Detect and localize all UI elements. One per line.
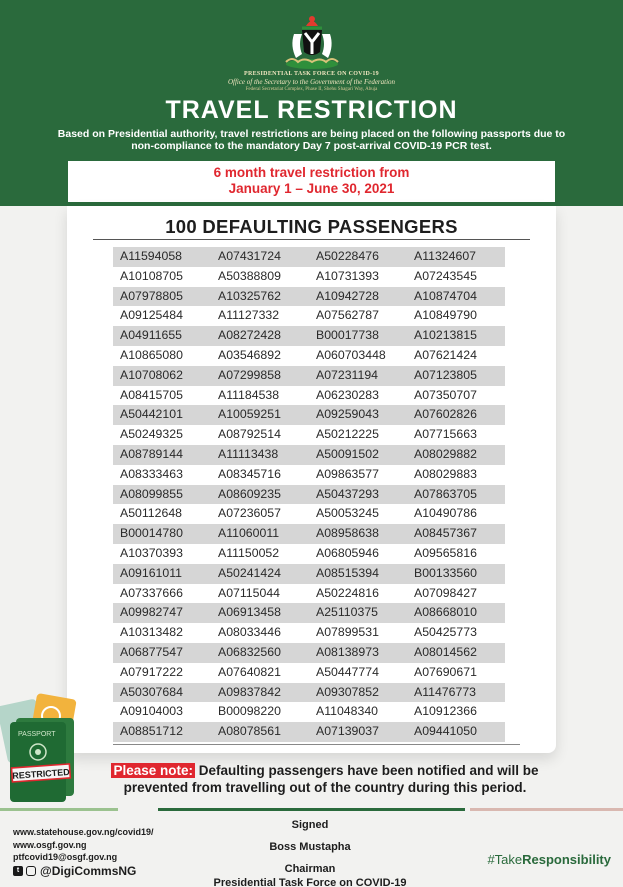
passport-number-cell: A07690671: [414, 664, 477, 679]
passport-number-cell: A09161011: [120, 565, 183, 580]
instagram-icon: [26, 866, 36, 876]
link-statehouse[interactable]: www.statehouse.gov.ng/covid19/: [13, 827, 154, 837]
passport-number-cell: A50112648: [120, 506, 183, 521]
passport-number-cell: A50425773: [414, 625, 477, 640]
passport-number-cell: A11150052: [218, 545, 280, 560]
passport-number-cell: A07299858: [218, 367, 281, 382]
table-row: [113, 465, 505, 485]
passport-number-cell: A10213815: [414, 328, 477, 343]
passport-number-cell: A08272428: [218, 328, 281, 343]
table-row: [113, 366, 505, 386]
passport-number-cell: A09125484: [120, 308, 183, 323]
passport-number-cell: A06805946: [316, 545, 379, 560]
passport-number-cell: A50091502: [316, 446, 379, 461]
restriction-period-line1: 6 month travel restriction from: [213, 165, 410, 180]
passport-number-cell: A10731393: [316, 268, 379, 283]
list-heading: 100 DEFAULTING PASSENGERS: [165, 216, 458, 237]
passport-number-cell: A50053245: [316, 506, 379, 521]
passport-number-cell: A08345716: [218, 466, 281, 481]
office-address-line: Federal Secretariat Complex, Phase II, Shehu Shagari Way, Abuja: [245, 87, 378, 92]
passport-number-cell: A25110375: [316, 605, 379, 620]
passport-number-cell: A06877547: [120, 644, 183, 659]
signed-label: Signed: [291, 819, 329, 831]
passport-number-cell: A09982747: [120, 605, 183, 620]
table-row: [113, 663, 505, 683]
table-row: [113, 584, 505, 604]
restriction-period-line2: January 1 – June 30, 2021: [228, 181, 395, 196]
table-row: [113, 247, 505, 267]
passport-number-cell: A11184538: [218, 387, 280, 402]
table-row: [113, 623, 505, 643]
passport-number-cell: A07123805: [414, 367, 477, 382]
table-row: [113, 425, 505, 445]
passport-number-cell: A10490786: [414, 506, 477, 521]
passport-number-cell: A08033446: [218, 625, 281, 640]
stacked-passports-icon: [0, 693, 77, 802]
passport-number-cell: A07602826: [414, 407, 477, 422]
please-note-message: [90, 762, 560, 796]
table-row: [113, 386, 505, 406]
passport-number-cell: A08138973: [316, 644, 379, 659]
signatory-role: Chairman: [284, 863, 336, 875]
restricted-stamp-label: RESTRICTED: [11, 766, 71, 781]
passport-number-cell: A10874704: [414, 288, 477, 303]
table-row: [113, 702, 505, 722]
table-row: [113, 485, 505, 505]
passport-number-cell: A07715663: [414, 427, 477, 442]
passport-number-cell: A060703448: [316, 347, 386, 362]
passport-number-cell: A08029883: [414, 466, 477, 481]
table-row: [113, 405, 505, 425]
passport-number-cell: A07231194: [316, 367, 379, 382]
social-handle-row[interactable]: [13, 865, 154, 878]
passport-number-cell: A10865080: [120, 347, 183, 362]
passport-number-cell: A10942728: [316, 288, 379, 303]
hashtag-prefix: #Take: [487, 852, 523, 867]
passport-number-cell: A10912366: [414, 704, 477, 719]
footer-contact-links: [13, 826, 154, 877]
stripe-green: [158, 808, 465, 811]
please-note-text: Defaulting passengers have been notified and will be prevented from travelling out of the country during this period.: [123, 763, 539, 795]
passport-number-cell: B00133560: [414, 565, 477, 580]
page-title: TRAVEL RESTRICTION: [165, 96, 458, 124]
passport-number-cell: A07236057: [218, 506, 281, 521]
passport-number-cell: A07863705: [414, 486, 477, 501]
please-note-label: Please note:: [113, 763, 193, 778]
passport-number-cell: A07243545: [414, 268, 477, 283]
passport-number-cell: A07562787: [316, 308, 379, 323]
passport-number-cell: A50447774: [316, 664, 379, 679]
passport-number-cell: A07621424: [414, 347, 477, 362]
passport-number-cell: A04911655: [120, 328, 183, 343]
twitter-icon: t: [13, 866, 23, 876]
passport-number-cell: A07899531: [316, 625, 379, 640]
passport-number-cell: A07098427: [414, 585, 477, 600]
table-row: [113, 603, 505, 623]
footer-divider-stripes: [0, 808, 623, 811]
link-osgf[interactable]: www.osgf.gov.ng: [13, 839, 87, 850]
passport-number-cell: A08851712: [120, 724, 183, 739]
passport-number-cell: A11113438: [218, 446, 279, 461]
table-row: [113, 306, 505, 326]
table-row: [113, 722, 505, 742]
passport-number-cell: A50388809: [218, 268, 281, 283]
page-subtitle: Based on Presidential authority, travel restrictions are being placed on the following passports due to non-compliance to the mandatory Day 7 post-arrival COVID-19 PCR test.: [57, 128, 566, 152]
passport-number-cell: A11048340: [316, 704, 379, 719]
passport-number-cell: A08333463: [120, 466, 183, 481]
passport-number-cell: A06230283: [316, 387, 379, 402]
heading-divider: [93, 239, 530, 240]
passport-number-cell: A09837842: [218, 684, 281, 699]
hashtag-bold: Responsibility: [522, 852, 611, 867]
table-row: [113, 544, 505, 564]
passport-number-cell: A07337666: [120, 585, 183, 600]
passport-number-cell: A08014562: [414, 644, 477, 659]
table-row: [113, 504, 505, 524]
passport-number-cell: A50249325: [120, 427, 183, 442]
passport-number-cell: A09863577: [316, 466, 379, 481]
table-row: [113, 643, 505, 663]
passport-number-cell: A08099855: [120, 486, 183, 501]
passport-number-cell: A50437293: [316, 486, 379, 501]
passport-number-cell: A07139037: [316, 724, 379, 739]
restricted-passport-graphic: [0, 692, 102, 807]
passport-number-cell: A07640821: [218, 664, 281, 679]
passport-number-cell: A03546892: [218, 347, 281, 362]
passport-number-cell: A11324607: [414, 249, 477, 263]
table-row: [113, 564, 505, 584]
passport-number-cell: A08792514: [218, 427, 281, 442]
passport-number-cell: A06913458: [218, 605, 281, 620]
passport-number-cell: A11476773: [414, 684, 477, 699]
passport-number-cell: B00098220: [218, 704, 281, 719]
stripe-light-green: [0, 808, 118, 811]
passport-number-cell: A11594058: [120, 249, 183, 263]
passport-number-cell: A50307684: [120, 684, 183, 699]
passport-label: PASSPORT: [18, 731, 56, 738]
passport-number-cell: A10313482: [120, 625, 183, 640]
table-row: [113, 445, 505, 465]
passport-number-cell: A07115044: [218, 585, 281, 600]
passport-number-table: [113, 247, 505, 742]
social-handle: @DigiCommsNG: [40, 863, 137, 878]
signatory-name: Boss Mustapha: [269, 841, 351, 853]
passport-number-cell: A08515394: [316, 565, 379, 580]
office-name-line: PRESIDENTIAL TASK FORCE ON COVID-19: [244, 71, 379, 77]
office-secretary-line: Office of the Secretary to the Government of the Federation: [227, 78, 396, 86]
coat-of-arms-icon: [280, 12, 344, 70]
passport-number-cell: A07917222: [120, 664, 183, 679]
table-row: [113, 346, 505, 366]
passport-number-cell: A50241424: [218, 565, 281, 580]
passport-number-cell: A07431724: [218, 249, 281, 263]
passport-number-cell: A50442101: [120, 407, 183, 422]
passport-number-cell: A08457367: [414, 526, 477, 541]
table-row: [113, 326, 505, 346]
passport-number-cell: A08668010: [414, 605, 477, 620]
passport-number-cell: A10325762: [218, 288, 281, 303]
passport-number-cell: A08789144: [120, 446, 183, 461]
link-email[interactable]: ptfcovid19@osgf.gov.ng: [13, 852, 118, 862]
passport-number-cell: A11127332: [218, 308, 280, 323]
signatory-organization: Presidential Task Force on COVID-19: [213, 877, 407, 887]
passport-number-cell: A10849790: [414, 308, 477, 323]
passport-number-cell: A09441050: [414, 724, 477, 739]
passport-number-cell: A10708062: [120, 367, 183, 382]
table-row: [113, 267, 505, 287]
passport-number-cell: A06832560: [218, 644, 281, 659]
restriction-period-box: [68, 161, 555, 202]
campaign-hashtag: [487, 852, 611, 867]
table-row: [113, 524, 505, 544]
passport-number-cell: A10059251: [218, 407, 281, 422]
passport-number-cell: A09307852: [316, 684, 379, 699]
passport-number-cell: A10370393: [120, 545, 183, 560]
passport-number-cell: A10108705: [120, 268, 183, 283]
passport-number-cell: A09104003: [120, 704, 183, 719]
passport-number-cell: A09565816: [414, 545, 477, 560]
passport-number-cell: A07978805: [120, 288, 183, 303]
passport-number-cell: B00017738: [316, 328, 379, 343]
passport-number-cell: A08415705: [120, 387, 183, 402]
stripe-pink: [470, 808, 623, 811]
signature-block: [190, 818, 430, 887]
passport-number-cell: A08609235: [218, 486, 281, 501]
table-bottom-divider: [113, 744, 520, 745]
passport-number-cell: A50224816: [316, 585, 379, 600]
passport-number-cell: A50212225: [316, 427, 379, 442]
passport-number-cell: A08958638: [316, 526, 379, 541]
table-row: [113, 287, 505, 307]
table-row: [113, 683, 505, 703]
passport-number-cell: B00014780: [120, 526, 183, 541]
passport-number-cell: A50228476: [316, 249, 379, 263]
passport-number-cell: A08078561: [218, 724, 281, 739]
passport-number-cell: A11060011: [218, 526, 280, 541]
passport-number-cell: A08029882: [414, 446, 477, 461]
passport-number-cell: A07350707: [414, 387, 477, 402]
passport-number-cell: A09259043: [316, 407, 379, 422]
